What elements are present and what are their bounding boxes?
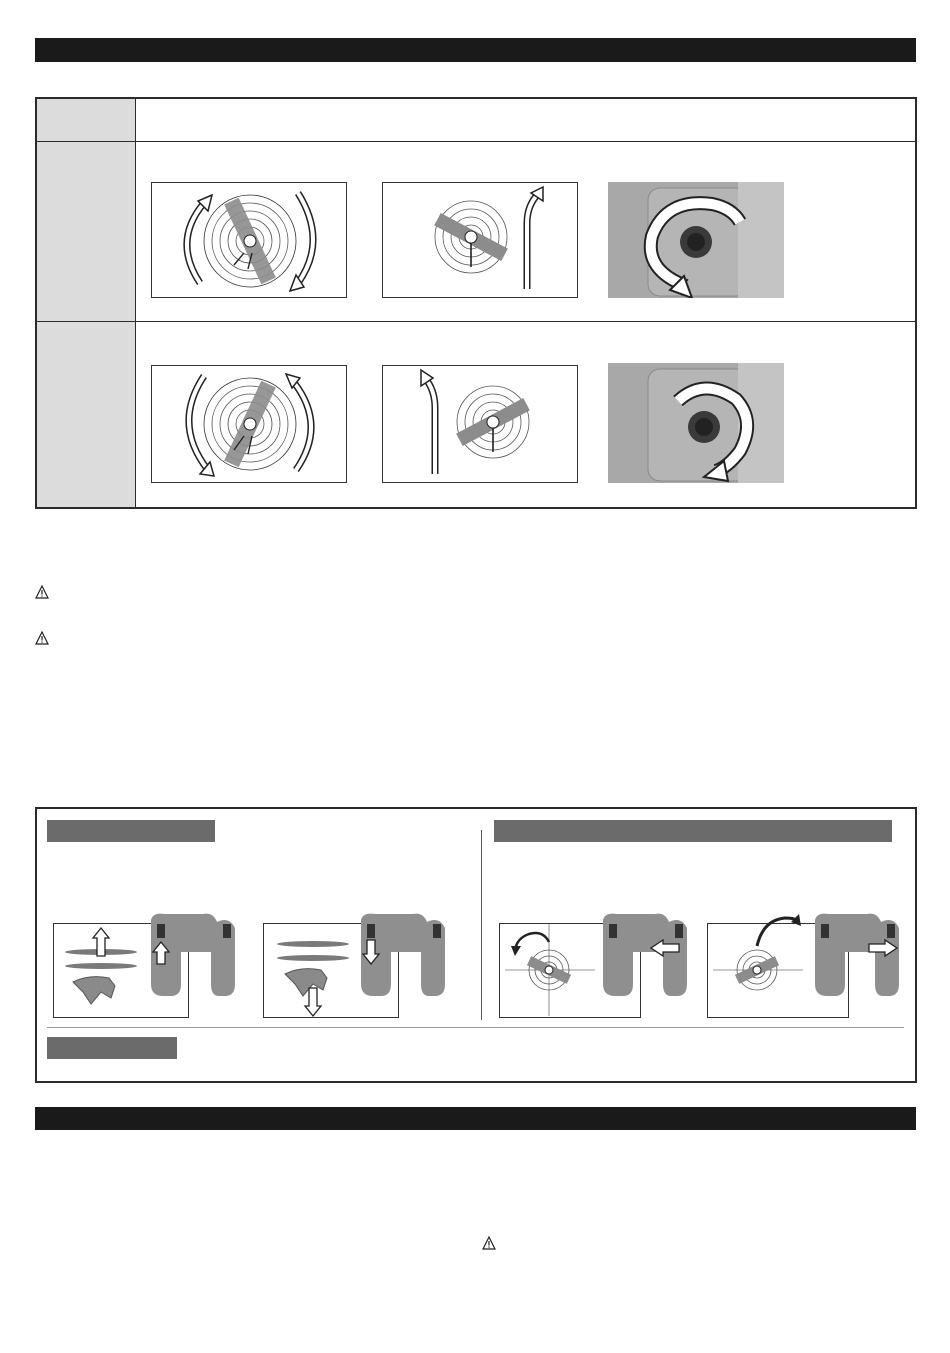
trim-knob-photo-ccw — [608, 182, 784, 298]
table-row-divider — [37, 141, 915, 142]
direction-left-illustration — [499, 912, 689, 1018]
trim-knob-photo-cw — [608, 363, 784, 483]
rotor-spin-diagram — [151, 182, 347, 298]
throttle-section-tab — [47, 820, 215, 842]
top-section-header-bar — [35, 38, 916, 62]
direction-section-tab — [494, 820, 892, 842]
notes-section-tab — [47, 1037, 177, 1059]
warning-triangle-icon — [482, 1236, 496, 1250]
direction-right-illustration — [707, 912, 902, 1018]
section-horizontal-divider — [47, 1027, 904, 1028]
helicopter-drift-diagram — [382, 182, 578, 298]
rotor-spin-diagram — [151, 365, 347, 483]
bottom-section-header-bar — [35, 1107, 916, 1130]
warning-triangle-icon — [35, 631, 49, 645]
table-row-divider — [37, 321, 915, 322]
section-vertical-divider — [481, 830, 482, 1020]
helicopter-drift-diagram — [382, 365, 578, 483]
table-side-column — [37, 99, 136, 507]
warning-triangle-icon — [35, 585, 49, 599]
throttle-up-illustration — [53, 912, 243, 1018]
throttle-down-illustration — [263, 912, 453, 1018]
